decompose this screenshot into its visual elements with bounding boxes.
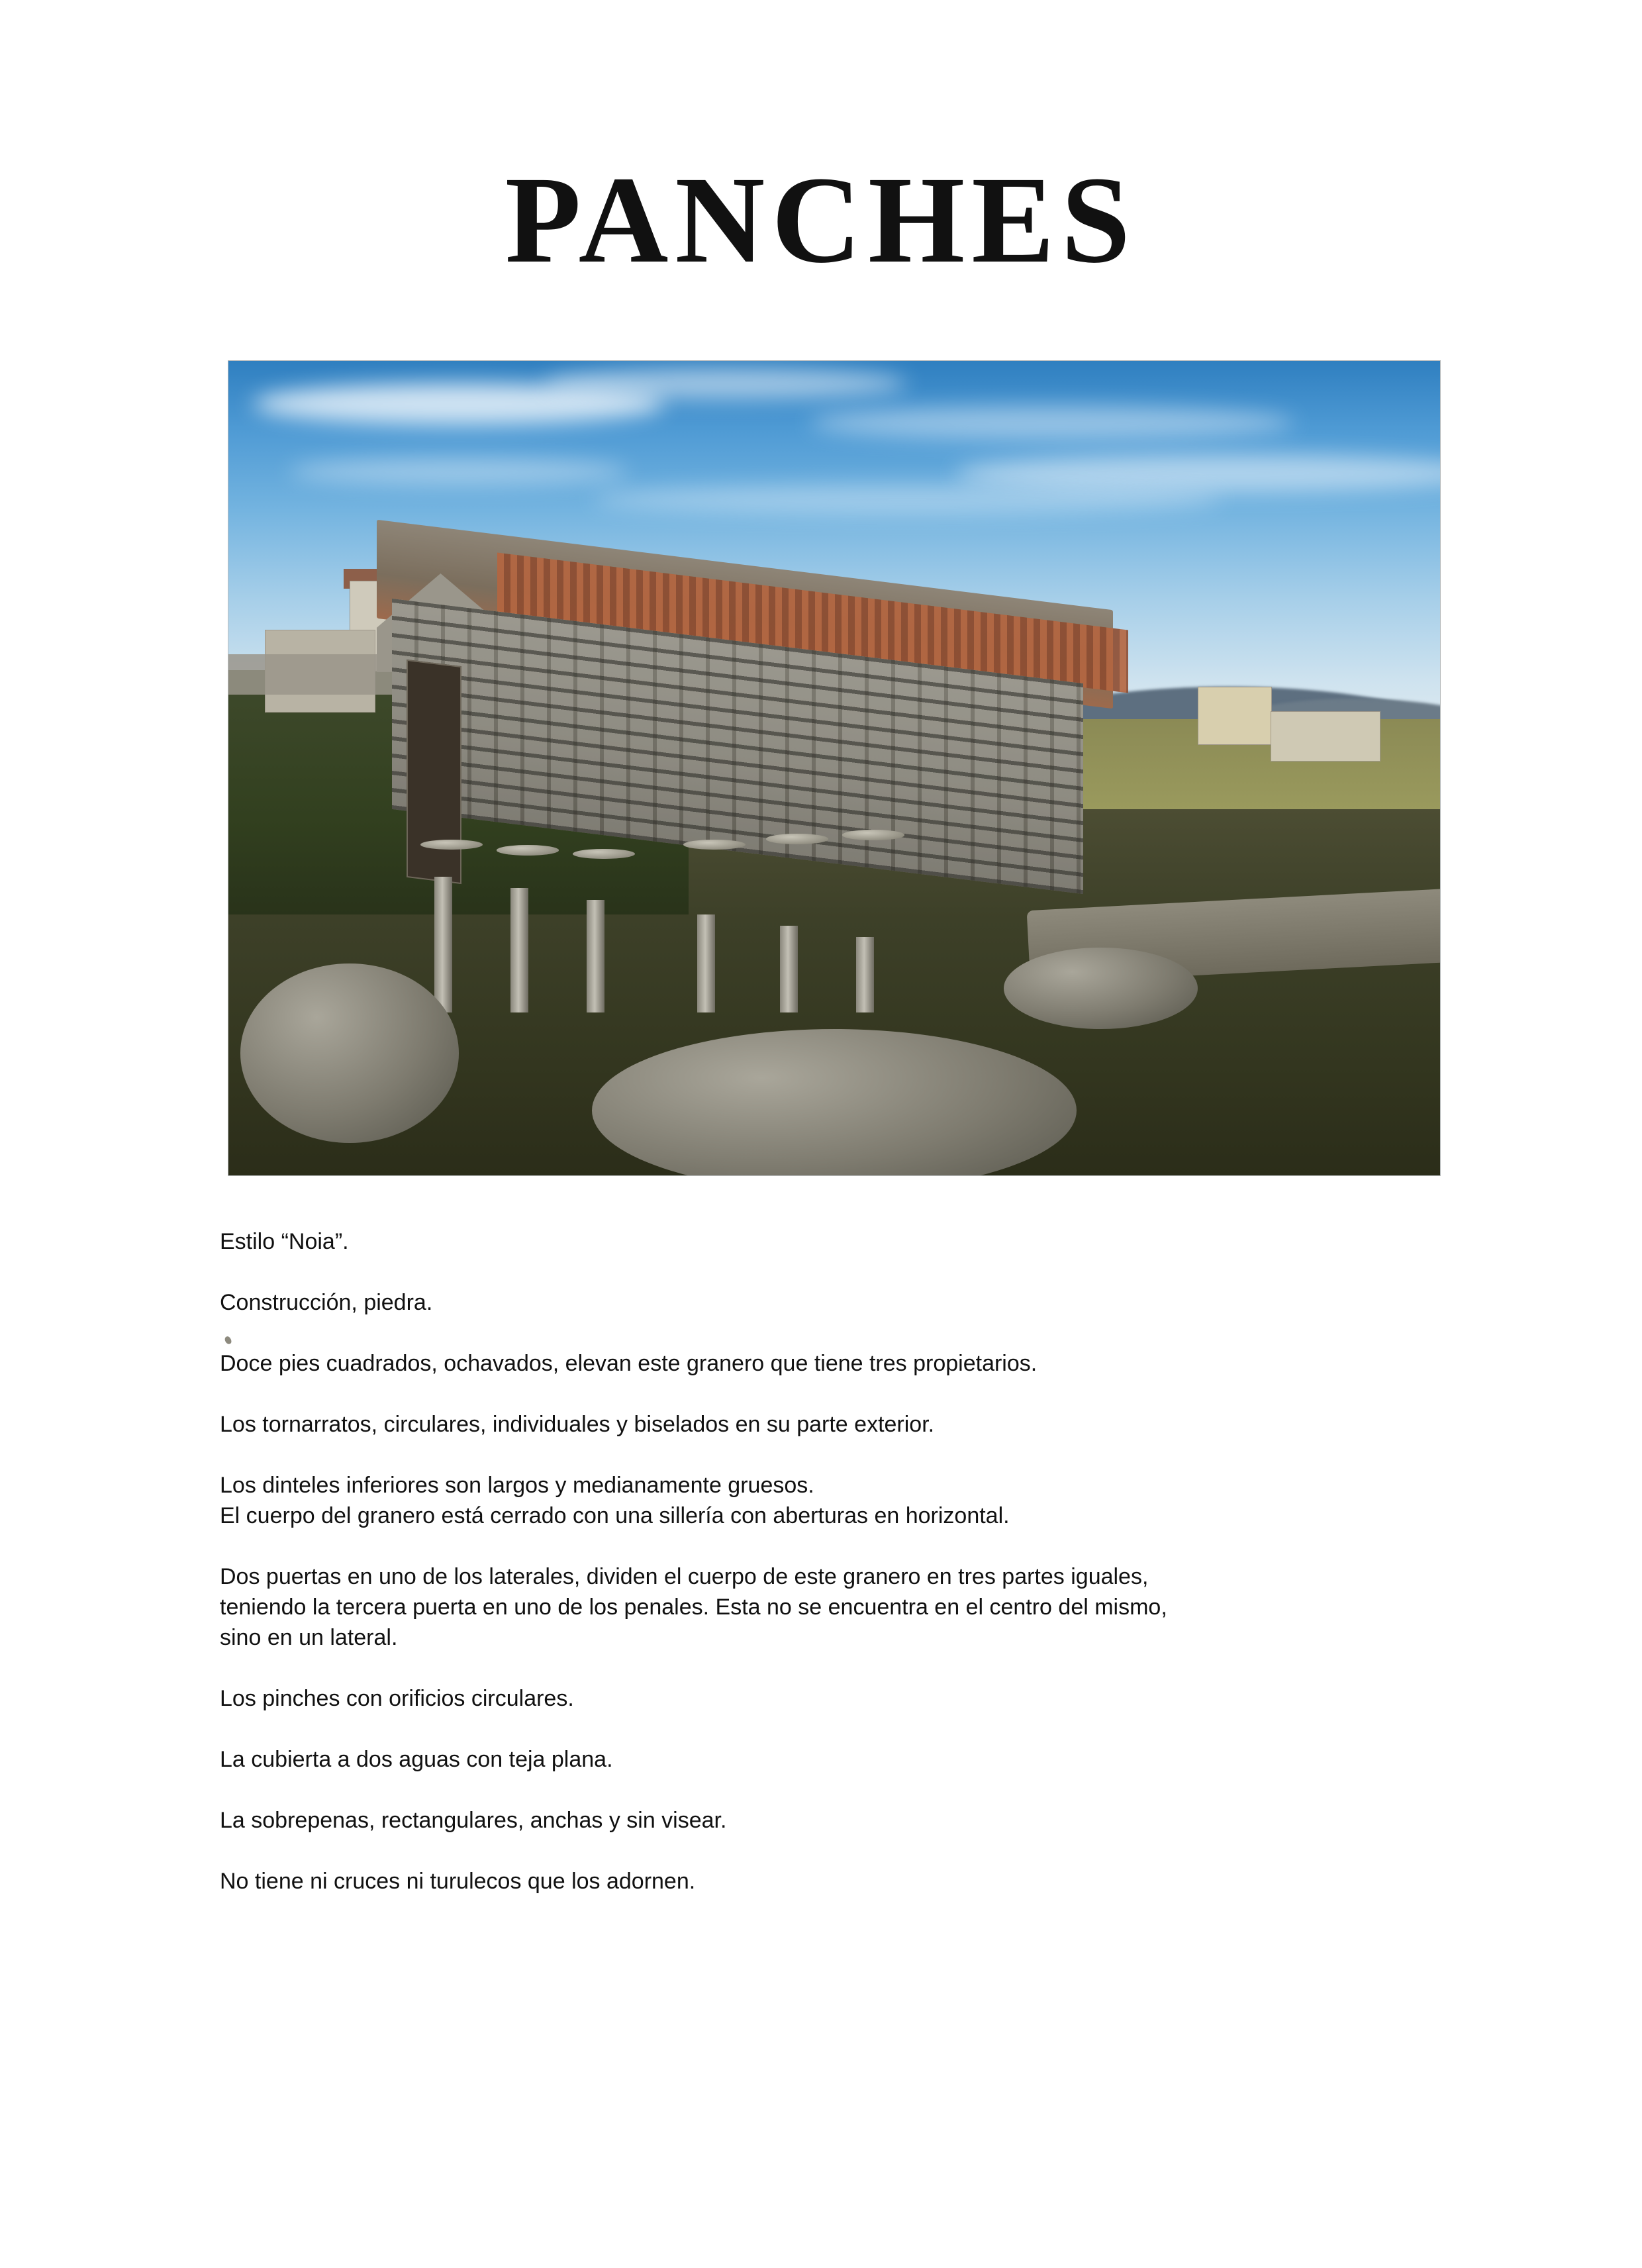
tornarratos-cap [420,840,483,850]
cloud-icon [810,406,1294,440]
paragraph-construction: Construcción, piedra. [220,1290,433,1315]
tornarratos-cap [766,834,828,844]
boulder [1004,948,1198,1029]
stone-leg [434,877,452,1012]
stone-leg [856,937,874,1012]
stone-leg [587,900,604,1012]
village-house [1271,711,1381,762]
paragraph-tornarratos: Los tornarratos, circulares, individuales y biselados en su parte exterior. [220,1412,935,1437]
boulder [240,963,458,1143]
text-line: teniendo la tercera puerta en uno de los penales. Esta no se encuentra en el centro del mismo, [220,1595,1167,1620]
cloud-icon [544,368,907,398]
horreo-structure [362,565,1113,1013]
paragraph-lintels [220,1470,1465,1531]
tornarratos-cap [573,849,635,860]
horreo-photograph [228,361,1440,1175]
tornarratos-cap [497,845,559,856]
paragraph-pinches: Los pinches con orificios circulares. [220,1686,574,1711]
stone-leg [697,914,715,1012]
tornarratos-cap [842,830,904,840]
paragraph-feet: Doce pies cuadrados, ochavados, elevan este granero que tiene tres propietarios. [220,1351,1038,1376]
page-title: PANCHES [505,150,1137,289]
paragraph-crosses: No tiene ni cruces ni turulecos que los adornen. [220,1869,696,1894]
stone-leg [780,926,798,1012]
tornarratos-cap [683,840,746,850]
text-line: sino en un lateral. [220,1625,398,1650]
text-line: Los dinteles inferiores son largos y medianamente gruesos. [220,1473,814,1498]
paragraph-style: Estilo “Noia”. [220,1229,349,1254]
paragraph-roof: La cubierta a dos aguas con teja plana. [220,1747,613,1772]
cloud-icon [289,458,628,485]
village-house [1198,687,1272,745]
support-legs [407,824,1098,1012]
document-body [220,1226,1465,1897]
text-line: Dos puertas en uno de los laterales, dividen el cuerpo de este granero en tres partes iguales, [220,1564,1149,1589]
text-line: El cuerpo del granero está cerrado con una sillería con aberturas en horizontal. [220,1503,1010,1528]
paragraph-doors [220,1561,1465,1653]
cloud-icon [592,485,1222,515]
stone-leg [510,888,528,1012]
paragraph-sobrepenas: La sobrepenas, rectangulares, anchas y sin visear. [220,1808,727,1833]
